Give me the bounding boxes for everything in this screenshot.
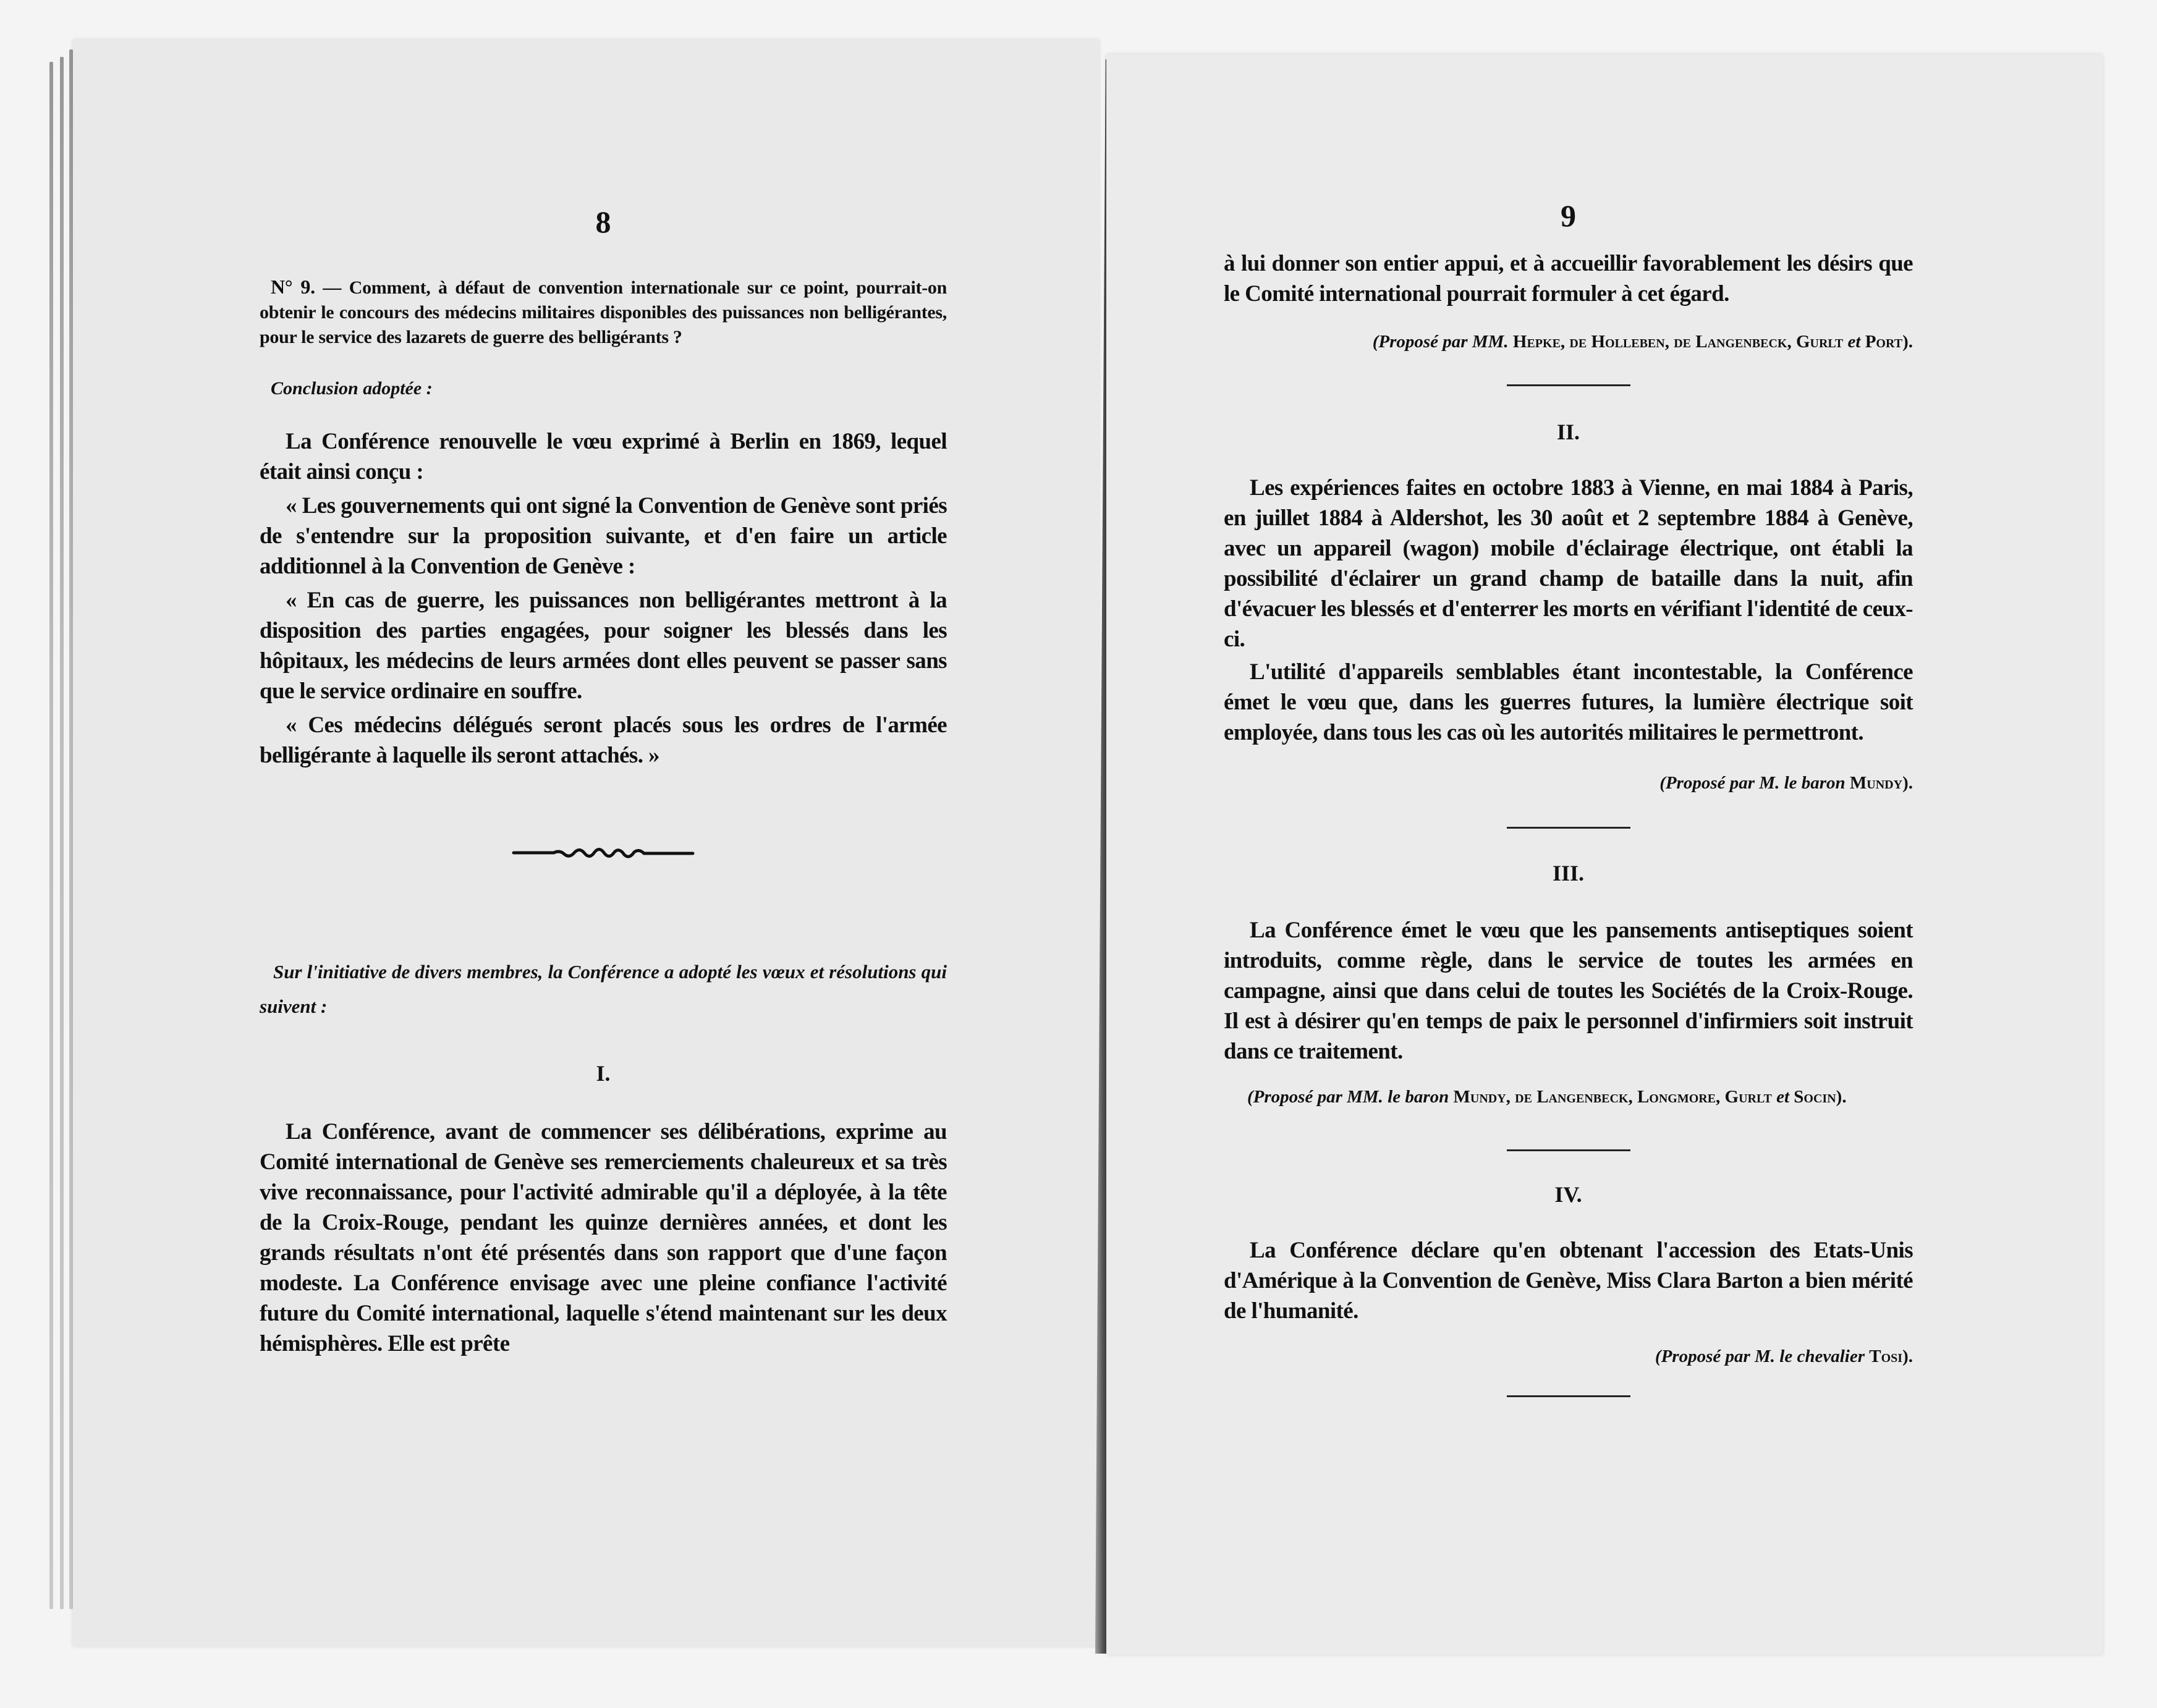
attribution-suffix: ). — [1902, 1347, 1913, 1366]
section-heading-II: II. — [1556, 420, 1580, 444]
attribution-names: Mundy — [1849, 773, 1903, 793]
right-text-column — [1224, 200, 1913, 1397]
page-number: 9 — [1561, 198, 1576, 233]
left-text-column — [260, 206, 947, 1359]
attribution-names: Hepke, de Holleben, de Langenbeck, Gurlt — [1512, 332, 1844, 352]
ornament-divider-icon — [511, 843, 696, 862]
continuation-paragraph: à lui donner son entier appui, et à accueillir favorablement les désirs que le Comité international pourrait formuler à cet égard. — [1224, 251, 1913, 307]
attribution-last-name: Port — [1865, 332, 1903, 352]
body-paragraph: La Conférence renouvelle le vœu exprimé à Berlin en 1869, lequel était ainsi conçu : — [260, 429, 947, 484]
attribution-suffix: ). — [1836, 1087, 1847, 1107]
section-heading-I: I. — [596, 1061, 611, 1086]
page-number: 8 — [595, 205, 611, 239]
attribution-names: Mundy, de Langenbeck, Longmore, Gurlt — [1453, 1087, 1772, 1107]
page-stack-edge — [49, 62, 53, 1609]
section-heading-III: III. — [1552, 861, 1585, 886]
attribution-line — [1224, 328, 1913, 356]
conclusion-label: Conclusion adoptée : — [271, 378, 433, 399]
question-number: N° 9. — [271, 276, 315, 298]
attribution-conjunction: et — [1847, 332, 1861, 352]
section-IV-text: La Conférence déclare qu'en obtenant l'accession des Etats-Unis d'Amérique à la Convention de Genève, Miss Clara Barton a bien mérité de l'humanité. — [1224, 1238, 1913, 1324]
section-divider — [1507, 1395, 1630, 1397]
attribution-names: Tosi — [1869, 1347, 1903, 1366]
section-II-paragraph: L'utilité d'appareils semblables étant incontestable, la Conférence émet le vœu que, dans les guerres futures, la lumière électrique soit employée, dans tous les cas où les autorités militaires le permettront. — [1224, 659, 1913, 745]
attribution-prefix: (Proposé par M. le baron — [1659, 773, 1846, 793]
section-I-text: La Conférence, avant de commencer ses délibérations, exprime au Comité international de Genève ses remerciements chaleureux et sa très vive reconnaissance, pour l'activité admirable qu'il a déployée, à la tête de la Croix-Rouge, pendant les quinze dernières années, et dont les grands résultats n'ont été présentés dans son rapport que d'une façon modeste. La Conférence envisage avec une pleine confiance l'activité future du Comité international, laquelle s'étend maintenant sur les deux hémisphères. Elle est prête — [260, 1119, 947, 1356]
attribution-prefix: (Proposé par MM. — [1372, 332, 1509, 352]
question-paragraph — [260, 274, 947, 350]
right-page — [1106, 54, 2103, 1655]
section-III-text: La Conférence émet le vœu que les pansements antiseptiques soient introduits, comme règle, dans le service de toutes les armées en campagne, ainsi que dans celui de toutes les Sociétés de la Croix-Rouge. Il est à désirer qu'en temps de paix le personnel d'infirmiers soit instruit dans ce traitement. — [1224, 918, 1913, 1064]
resolutions-intro: Sur l'initiative de divers membres, la Conférence a adopté les vœux et résolutions qui suivent : — [260, 961, 947, 1017]
attribution-last-name: Socin — [1794, 1087, 1836, 1107]
attribution-line — [1224, 769, 1913, 797]
section-II-paragraph: Les expériences faites en octobre 1883 à Vienne, en mai 1884 à Paris, en juillet 1884 à Aldershot, les 30 août et 2 septembre 1884 à Genève, avec un appareil (wagon) mobile d'éclairage électrique, ont établi la possibilité d'éclairer un grand champ de bataille dans la nuit, afin d'évacuer les blessés et d'enterrer les morts en vérifiant l'identité de ceux-ci. — [1224, 475, 1913, 652]
question-text: — Comment, à défaut de convention internationale sur ce point, pourrait-on obtenir le concours des médecins militaires disponibles des puissances non belligérantes, pour le service des lazarets de guerre des belligérants ? — [260, 277, 947, 347]
attribution-prefix: (Proposé par MM. le baron — [1247, 1087, 1449, 1107]
body-paragraph: « En cas de guerre, les puissances non belligérantes mettront à la disposition des parties engagées, pour soigner les blessés dans les hôpitaux, les médecins de leurs armées dont elles peuvent se passer sans que le service ordinaire en souffre. — [260, 588, 947, 704]
attribution-line — [1224, 1342, 1913, 1371]
page-stack-edge — [60, 57, 64, 1609]
attribution-line — [1224, 1083, 1913, 1111]
attribution-suffix: ). — [1902, 332, 1913, 352]
attribution-prefix: (Proposé par M. le chevalier — [1655, 1347, 1865, 1366]
attribution-conjunction: et — [1776, 1087, 1790, 1107]
body-paragraph: « Ces médecins délégués seront placés sous les ordres de l'armée belligérante à laquelle ils seront attachés. » — [260, 712, 947, 768]
body-paragraph: « Les gouvernements qui ont signé la Convention de Genève sont priés de s'entendre sur la proposition suivante, et d'en faire un article additionnel à la Convention de Genève : — [260, 493, 947, 579]
section-heading-IV: IV. — [1554, 1182, 1582, 1207]
left-page — [73, 40, 1099, 1646]
attribution-suffix: ). — [1902, 773, 1913, 793]
